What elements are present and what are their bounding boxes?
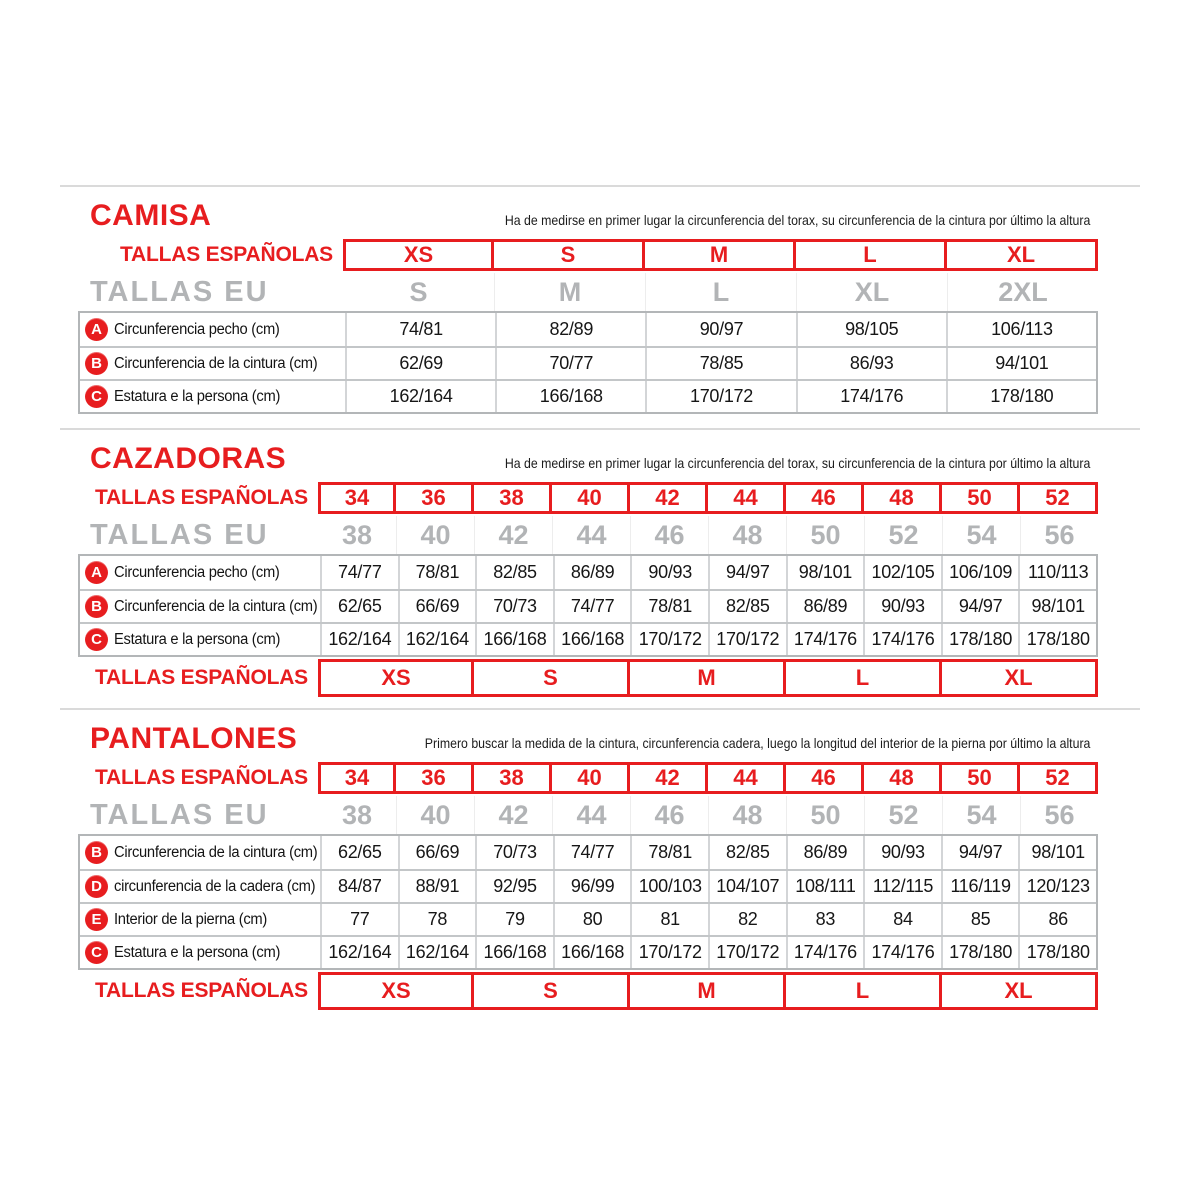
- row-label: [80, 348, 345, 379]
- section-note: Ha de medirse en primer lugar la circunferencia del torax, su circunferencia de la cintura por último la altura: [504, 455, 1090, 471]
- spanish-size-cell: 50: [942, 762, 1020, 794]
- spanish-size-cell: XS: [343, 239, 494, 271]
- measurement-value: 178/180: [941, 624, 1019, 655]
- row-label: [80, 591, 320, 622]
- measurement-value: 106/109: [941, 556, 1019, 589]
- spanish-size-cell: 50: [942, 482, 1020, 514]
- eu-size-cell: 38: [341, 799, 373, 830]
- eu-sizes-row: [78, 273, 1098, 311]
- letter-badge-icon: D: [85, 875, 108, 898]
- measurements-table: [78, 554, 1098, 657]
- spanish-size-span-cell: M: [630, 972, 786, 1010]
- row-label-text: Circunferencia pecho (cm): [114, 320, 280, 338]
- measurement-value: 112/115: [863, 871, 941, 902]
- section-divider: [60, 708, 1140, 710]
- spanish-size-cell: 42: [630, 482, 708, 514]
- row-label: [80, 624, 320, 655]
- row-label-text: Circunferencia de la cintura (cm): [114, 354, 318, 372]
- measurement-value: 66/69: [398, 591, 476, 622]
- measurement-value: 84/87: [320, 871, 398, 902]
- measurement-value: 78/81: [630, 591, 708, 622]
- spanish-size-cell: 52: [1020, 482, 1098, 514]
- spanish-size-cell: 48: [864, 482, 942, 514]
- eu-size-cell: 40: [396, 796, 474, 834]
- measurement-value: 82/85: [708, 836, 786, 869]
- eu-size-cell: 42: [474, 516, 552, 554]
- eu-size-cell: 44: [552, 796, 630, 834]
- measurement-value: 96/99: [553, 871, 631, 902]
- spanish-size-cell: 40: [552, 762, 630, 794]
- measurement-value: 90/93: [863, 591, 941, 622]
- measurement-value: 78/85: [645, 348, 795, 379]
- spanish-size-cell: 48: [864, 762, 942, 794]
- row-label: [80, 556, 320, 589]
- spanish-size-cell: 36: [396, 762, 474, 794]
- spanish-size-cell: S: [494, 239, 645, 271]
- measurement-value: 178/180: [1018, 937, 1096, 968]
- section-divider: [60, 428, 1140, 430]
- section-note: Ha de medirse en primer lugar la circunferencia del torax, su circunferencia de la cintura por último la altura: [504, 212, 1090, 228]
- spanish-size-cell: 38: [474, 482, 552, 514]
- measurement-value: 90/97: [645, 313, 795, 346]
- measurement-value: 86/89: [553, 556, 631, 589]
- spanish-size-span-cell: S: [474, 659, 630, 697]
- eu-size-cell: 40: [396, 516, 474, 554]
- spanish-sizes-label: TALLAS ESPAÑOLAS: [94, 979, 308, 1002]
- row-label-text: Circunferencia de la cintura (cm): [114, 597, 318, 615]
- section-title: PANTALONES: [90, 722, 298, 755]
- measurement-value: 74/77: [553, 836, 631, 869]
- measurement-value: 66/69: [398, 836, 476, 869]
- row-label-text: Estatura e la persona (cm): [114, 387, 281, 405]
- measurement-value: 166/168: [475, 624, 553, 655]
- eu-size-cell: 50: [786, 796, 864, 834]
- spanish-sizes-label: TALLAS ESPAÑOLAS: [94, 486, 308, 509]
- section-note: Primero buscar la medida de la cintura, circunferencia cadera, luego la longitud del interior de la pierna por último la altura: [424, 735, 1090, 751]
- eu-size-cell: 52: [864, 796, 942, 834]
- measurement-value: 94/97: [941, 591, 1019, 622]
- measurement-value: 174/176: [786, 624, 864, 655]
- measurement-value: 78: [398, 904, 476, 935]
- measurement-row: [80, 622, 1096, 655]
- measurement-value: 83: [786, 904, 864, 935]
- row-label: [80, 836, 320, 869]
- measurement-value: 86/89: [786, 591, 864, 622]
- measurement-row: [80, 556, 1096, 589]
- letter-badge-icon: A: [85, 561, 108, 584]
- measurement-value: 170/172: [630, 937, 708, 968]
- measurement-value: 86/89: [786, 836, 864, 869]
- measurement-value: 174/176: [863, 937, 941, 968]
- section-title: CAZADORAS: [90, 442, 287, 475]
- eu-sizes-row: [78, 796, 1098, 834]
- spanish-sizes-row: [78, 239, 1098, 271]
- spanish-size-span-cell: L: [786, 972, 942, 1010]
- eu-sizes-label: TALLAS EU: [90, 798, 269, 831]
- measurement-row: [80, 346, 1096, 379]
- spanish-size-cell: 34: [318, 482, 396, 514]
- measurement-value: 62/65: [320, 591, 398, 622]
- measurement-row: [80, 313, 1096, 346]
- measurement-value: 162/164: [320, 937, 398, 968]
- measurement-value: 85: [941, 904, 1019, 935]
- measurement-value: 74/81: [345, 313, 495, 346]
- spanish-size-cell: 34: [318, 762, 396, 794]
- letter-badge-icon: E: [85, 908, 108, 931]
- row-label: [80, 871, 320, 902]
- spanish-size-span-cell: XL: [942, 659, 1098, 697]
- measurement-value: 94/97: [708, 556, 786, 589]
- row-label: [80, 313, 345, 346]
- measurement-value: 70/77: [495, 348, 645, 379]
- measurement-value: 162/164: [398, 937, 476, 968]
- section-divider: [60, 185, 1140, 187]
- spanish-size-cell: XL: [947, 239, 1098, 271]
- measurement-value: 178/180: [941, 937, 1019, 968]
- row-label: [80, 937, 320, 968]
- measurement-value: 170/172: [708, 624, 786, 655]
- measurement-value: 174/176: [796, 381, 946, 412]
- measurement-value: 162/164: [345, 381, 495, 412]
- eu-size-cell: 52: [864, 516, 942, 554]
- measurement-value: 74/77: [553, 591, 631, 622]
- eu-size-cell: 46: [630, 796, 708, 834]
- row-label-text: Interior de la pierna (cm): [114, 910, 267, 928]
- measurement-value: 110/113: [1018, 556, 1096, 589]
- measurement-value: 90/93: [630, 556, 708, 589]
- measurement-row: [80, 836, 1096, 869]
- eu-size-cell: 54: [942, 516, 1020, 554]
- measurement-value: 98/105: [796, 313, 946, 346]
- spanish-size-span-cell: L: [786, 659, 942, 697]
- letter-badge-icon: B: [85, 352, 108, 375]
- eu-size-cell: 54: [942, 796, 1020, 834]
- eu-size-cell: 56: [1020, 516, 1098, 554]
- measurement-value: 70/73: [475, 591, 553, 622]
- measurement-value: 86: [1018, 904, 1096, 935]
- letter-badge-icon: A: [85, 318, 108, 341]
- spanish-size-cell: 44: [708, 482, 786, 514]
- row-label-text: circunferencia de la cadera (cm): [114, 877, 316, 895]
- spanish-sizes-label: TALLAS ESPAÑOLAS: [94, 666, 308, 689]
- measurement-value: 170/172: [630, 624, 708, 655]
- measurement-value: 82/85: [708, 591, 786, 622]
- spanish-size-cell: 36: [396, 482, 474, 514]
- spanish-sizes-summary-row: [78, 659, 1098, 697]
- measurement-value: 77: [320, 904, 398, 935]
- spanish-sizes-summary-row: [78, 972, 1098, 1010]
- measurement-value: 100/103: [630, 871, 708, 902]
- measurement-value: 78/81: [630, 836, 708, 869]
- spanish-size-cell: 38: [474, 762, 552, 794]
- spanish-size-cell: M: [645, 239, 796, 271]
- measurement-row: [80, 589, 1096, 622]
- measurement-value: 74/77: [320, 556, 398, 589]
- eu-size-cell: 48: [708, 796, 786, 834]
- letter-badge-icon: C: [85, 941, 108, 964]
- row-label-text: Circunferencia pecho (cm): [114, 563, 280, 581]
- spanish-size-cell: L: [796, 239, 947, 271]
- spanish-size-cell: 46: [786, 482, 864, 514]
- measurement-value: 102/105: [863, 556, 941, 589]
- measurement-value: 174/176: [863, 624, 941, 655]
- measurement-value: 94/97: [941, 836, 1019, 869]
- measurement-value: 166/168: [475, 937, 553, 968]
- measurement-value: 104/107: [708, 871, 786, 902]
- spanish-sizes-label: TALLAS ESPAÑOLAS: [119, 243, 333, 266]
- eu-size-cell: S: [409, 276, 428, 307]
- measurement-value: 170/172: [645, 381, 795, 412]
- measurement-row: [80, 379, 1096, 412]
- measurements-table: [78, 311, 1098, 414]
- measurement-value: 90/93: [863, 836, 941, 869]
- measurement-value: 162/164: [320, 624, 398, 655]
- section-camisa: [60, 185, 1140, 414]
- measurements-table: [78, 834, 1098, 970]
- measurement-value: 92/95: [475, 871, 553, 902]
- measurement-value: 82/89: [495, 313, 645, 346]
- spanish-size-span-cell: XS: [318, 659, 474, 697]
- measurement-value: 178/180: [946, 381, 1096, 412]
- measurement-value: 98/101: [1018, 836, 1096, 869]
- measurement-row: [80, 869, 1096, 902]
- spanish-sizes-label: TALLAS ESPAÑOLAS: [94, 766, 308, 789]
- measurement-value: 78/81: [398, 556, 476, 589]
- measurement-value: 166/168: [495, 381, 645, 412]
- measurement-value: 62/69: [345, 348, 495, 379]
- section-cazadoras: [60, 428, 1140, 697]
- eu-size-cell: 44: [552, 516, 630, 554]
- eu-size-cell: 2XL: [947, 273, 1098, 311]
- spanish-sizes-row: [78, 762, 1098, 794]
- measurement-row: [80, 935, 1096, 968]
- measurement-row: [80, 902, 1096, 935]
- eu-sizes-label: TALLAS EU: [90, 518, 269, 551]
- measurement-value: 166/168: [553, 937, 631, 968]
- measurement-value: 166/168: [553, 624, 631, 655]
- eu-size-cell: 48: [708, 516, 786, 554]
- eu-size-cell: 56: [1020, 796, 1098, 834]
- measurement-value: 88/91: [398, 871, 476, 902]
- measurement-value: 162/164: [398, 624, 476, 655]
- spanish-size-span-cell: XL: [942, 972, 1098, 1010]
- row-label-text: Estatura e la persona (cm): [114, 630, 281, 648]
- measurement-value: 79: [475, 904, 553, 935]
- measurement-value: 116/119: [941, 871, 1019, 902]
- measurement-value: 84: [863, 904, 941, 935]
- measurement-value: 81: [630, 904, 708, 935]
- row-label-text: Circunferencia de la cintura (cm): [114, 843, 318, 861]
- eu-size-cell: 42: [474, 796, 552, 834]
- measurement-value: 120/123: [1018, 871, 1096, 902]
- measurement-value: 106/113: [946, 313, 1096, 346]
- measurement-value: 174/176: [786, 937, 864, 968]
- measurement-value: 80: [553, 904, 631, 935]
- row-label-text: Estatura e la persona (cm): [114, 943, 281, 961]
- eu-sizes-label: TALLAS EU: [90, 275, 269, 308]
- spanish-size-cell: 52: [1020, 762, 1098, 794]
- spanish-size-cell: 40: [552, 482, 630, 514]
- letter-badge-icon: C: [85, 628, 108, 651]
- eu-size-cell: L: [645, 273, 796, 311]
- eu-size-cell: XL: [796, 273, 947, 311]
- measurement-value: 98/101: [1018, 591, 1096, 622]
- letter-badge-icon: C: [85, 385, 108, 408]
- eu-size-cell: 50: [786, 516, 864, 554]
- section-pantalones: [60, 708, 1140, 1010]
- measurement-value: 62/65: [320, 836, 398, 869]
- eu-sizes-row: [78, 516, 1098, 554]
- spanish-size-cell: 44: [708, 762, 786, 794]
- measurement-value: 108/111: [786, 871, 864, 902]
- eu-size-cell: 38: [341, 519, 373, 550]
- measurement-value: 82/85: [475, 556, 553, 589]
- letter-badge-icon: B: [85, 841, 108, 864]
- spanish-size-span-cell: XS: [318, 972, 474, 1010]
- spanish-sizes-row: [78, 482, 1098, 514]
- spanish-size-span-cell: M: [630, 659, 786, 697]
- measurement-value: 170/172: [708, 937, 786, 968]
- letter-badge-icon: B: [85, 595, 108, 618]
- measurement-value: 178/180: [1018, 624, 1096, 655]
- section-title: CAMISA: [90, 199, 212, 232]
- row-label: [80, 904, 320, 935]
- measurement-value: 98/101: [786, 556, 864, 589]
- measurement-value: 70/73: [475, 836, 553, 869]
- eu-size-cell: 46: [630, 516, 708, 554]
- spanish-size-cell: 46: [786, 762, 864, 794]
- measurement-value: 86/93: [796, 348, 946, 379]
- spanish-size-span-cell: S: [474, 972, 630, 1010]
- measurement-value: 94/101: [946, 348, 1096, 379]
- row-label: [80, 381, 345, 412]
- measurement-value: 82: [708, 904, 786, 935]
- spanish-size-cell: 42: [630, 762, 708, 794]
- eu-size-cell: M: [494, 273, 645, 311]
